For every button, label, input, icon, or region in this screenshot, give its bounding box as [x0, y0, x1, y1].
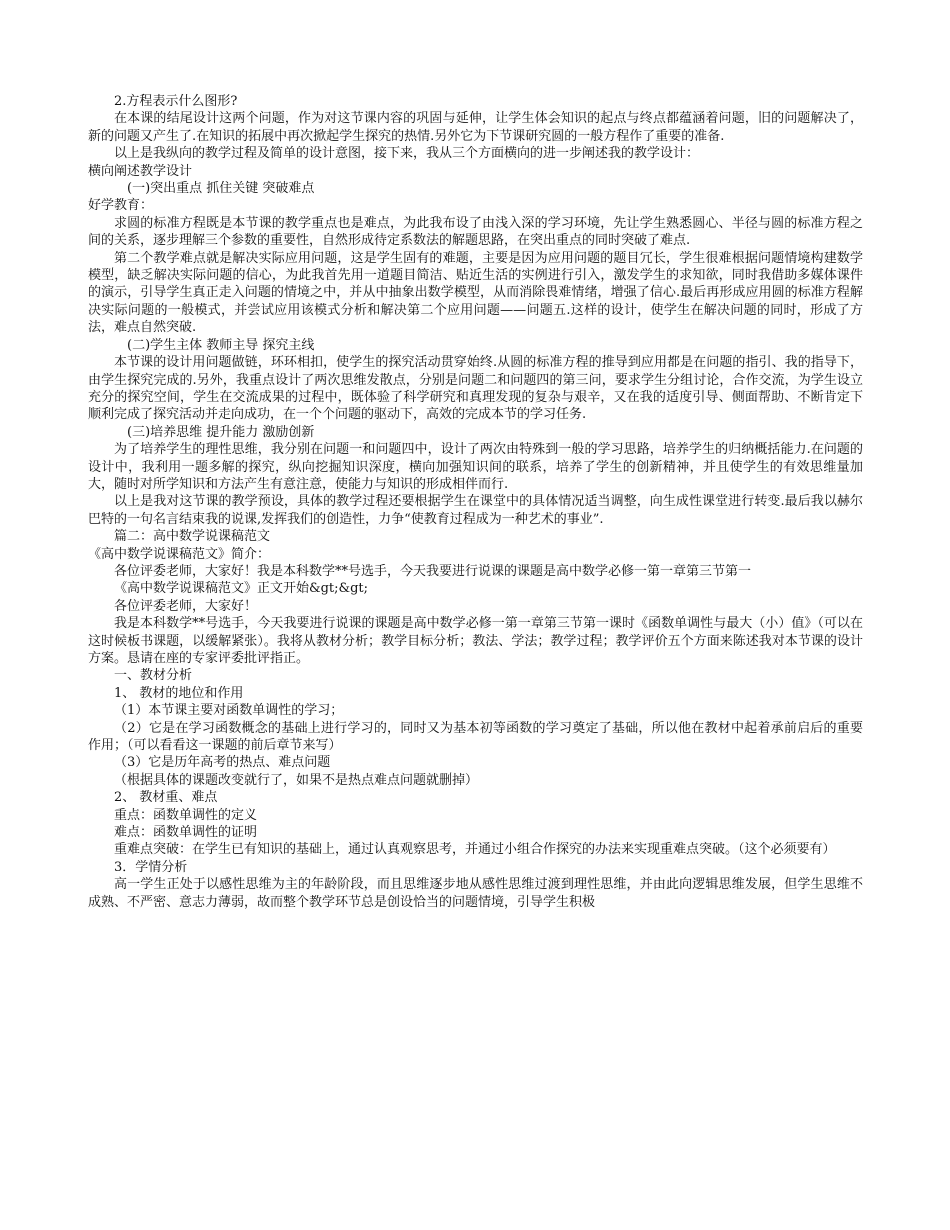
paragraph: 本节课的设计用问题做链，环环相扣，使学生的探究活动贯穿始终.从圆的标准方程的推导到应用都是在问题的指引、我的指导下，由学生探究完成的.另外，我重点设计了两次思维发散点，分别是问题二和问题四的第三问，要求学生分组讨论，合作交流，为学生设立充分的探究空间，学生在交流成果的过程中，既体验了科学研究和真理发现的复杂与艰辛，又在我的适度引导、侧面帮助、不断肯定下顺利完成了探究活动并走向成功，在一个个问题的驱动下，高效的完成本节的学习任务.: [88, 355, 863, 423]
paragraph: 第二个教学难点就是解决实际应用问题，这是学生固有的难题，主要是因为应用问题的题目冗长，学生很难根据问题情境构建数学模型，缺乏解决实际问题的信心，为此我首先用一道题目简洁、贴近生活的实例进行引入，激发学生的求知欲，同时我借助多媒体课件的演示，引导学生真正走入问题的情境之中，并从中抽象出数学模型，从而消除畏难情绪，增强了信心.最后再形成应用圆的标准方程解决实际问题的一般模式，并尝试应用该模式分析和解决第二个应用问题——问题五.这样的设计，使学生在解决问题的同时，形成了方法，难点自然突破.: [88, 250, 863, 336]
paragraph: 1、 教材的地位和作用: [114, 685, 244, 701]
document-body: [88, 93, 863, 911]
paragraph: （2）它是在学习函数概念的基础上进行学习的，同时又为基本初等函数的学习奠定了基础，所以他在教材中起着承前启后的重要作用；（可以看看这一课题的前后章节来写）: [88, 720, 863, 754]
paragraph: 重难点突破：在学生已有知识的基础上，通过认真观察思考，并通过小组合作探究的办法来实现重难点突破。（这个必须要有）: [114, 842, 836, 858]
paragraph: 各位评委老师，大家好！: [114, 598, 258, 614]
paragraph: 2.方程表示什么图形?: [114, 94, 238, 109]
paragraph: 篇二：高中数学说课稿范文: [114, 529, 271, 545]
paragraph: 高一学生正处于以感性思维为主的年龄阶段，而且思维逐步地从感性思维过渡到理性思维，并由此向逻辑思维发展，但学生思维不成熟、不严密、意志力薄弱，故而整个教学环节总是创设恰当的问题情境，引导学生积极: [88, 877, 863, 910]
paragraph: 横向阐述教学设计: [88, 163, 193, 179]
paragraph: 以上是我纵向的教学过程及简单的设计意图，接下来，我从三个方面横向的进一步阐述我的教学设计：: [114, 146, 700, 162]
paragraph: 以上是我对这节课的教学预设，具体的教学过程还要根据学生在课堂中的具体情况适当调整，向生成性课堂进行转变.最后我以赫尔巴特的一句名言结束我的说课,发挥我们的创造性，力争“使教育过程成为一种艺术的事业”.: [88, 494, 863, 527]
paragraph: 2、 教材重、难点: [114, 790, 218, 806]
paragraph: 《高中数学说课稿范文》简介：: [88, 546, 271, 562]
paragraph: 在本课的结尾设计这两个问题，作为对这节课内容的巩固与延伸，让学生体会知识的起点与终点都蕴涵着问题，旧的问题解决了，新的问题又产生了.在知识的拓展中再次掀起学生探究的热情.另外它为下节课研究圆的一般方程作了重要的准备.: [88, 111, 863, 144]
paragraph: 求圆的标准方程既是本节课的教学重点也是难点，为此我布设了由浅入深的学习环境，先让学生熟悉圆心、半径与圆的标准方程之间的关系，逐步理解三个参数的重要性，自然形成待定系数法的解题思路，在突出重点的同时突破了难点.: [88, 215, 863, 249]
paragraph: (一)突出重点 抓住关键 突破难点: [127, 181, 315, 197]
paragraph: （根据具体的课题改变就行了，如果不是热点难点问题就删掉）: [114, 772, 479, 788]
paragraph: (三)培养思维 提升能力 激励创新: [127, 424, 315, 440]
paragraph: 难点：函数单调性的证明: [114, 825, 258, 841]
paragraph: 《高中数学说课稿范文》正文开始&gt;&gt;: [114, 581, 368, 597]
paragraph: 各位评委老师，大家好！我是本科数学**号选手，今天我要进行说课的课题是高中数学必修一第一章第三节第一: [114, 563, 752, 579]
paragraph: 一、教材分析: [114, 668, 193, 684]
paragraph: 好学教育：: [88, 198, 154, 214]
paragraph: （3）它是历年高考的热点、难点问题: [114, 755, 331, 771]
paragraph: 3．学情分析: [114, 859, 188, 875]
paragraph: 为了培养学生的理性思维，我分别在问题一和问题四中，设计了两次由特殊到一般的学习思路，培养学生的归纳概括能力.在问题的设计中，我利用一题多解的探究，纵向挖掘知识深度，横向加强知识间的联系，培养了学生的创新精神，并且使学生的有效思维量加大，随时对所学知识和方法产生有意注意，使能力与知识的形成相伴而行.: [88, 442, 863, 492]
paragraph: 重点：函数单调性的定义: [114, 807, 258, 823]
paragraph: 我是本科数学**号选手，今天我要进行说课的课题是高中数学必修一第一章第三节第一课时《函数单调性与最大（小）值》（可以在这时候板书课题，以缓解紧张）。我将从教材分析；教学目标分析；教法、学法；教学过程；教学评价五个方面来陈述我对本节课的设计方案。恳请在座的专家评委批评指正。: [88, 616, 863, 666]
paragraph: (二)学生主体 教师主导 探究主线: [127, 337, 315, 353]
paragraph: （1）本节课主要对函数单调性的学习；: [114, 703, 344, 719]
